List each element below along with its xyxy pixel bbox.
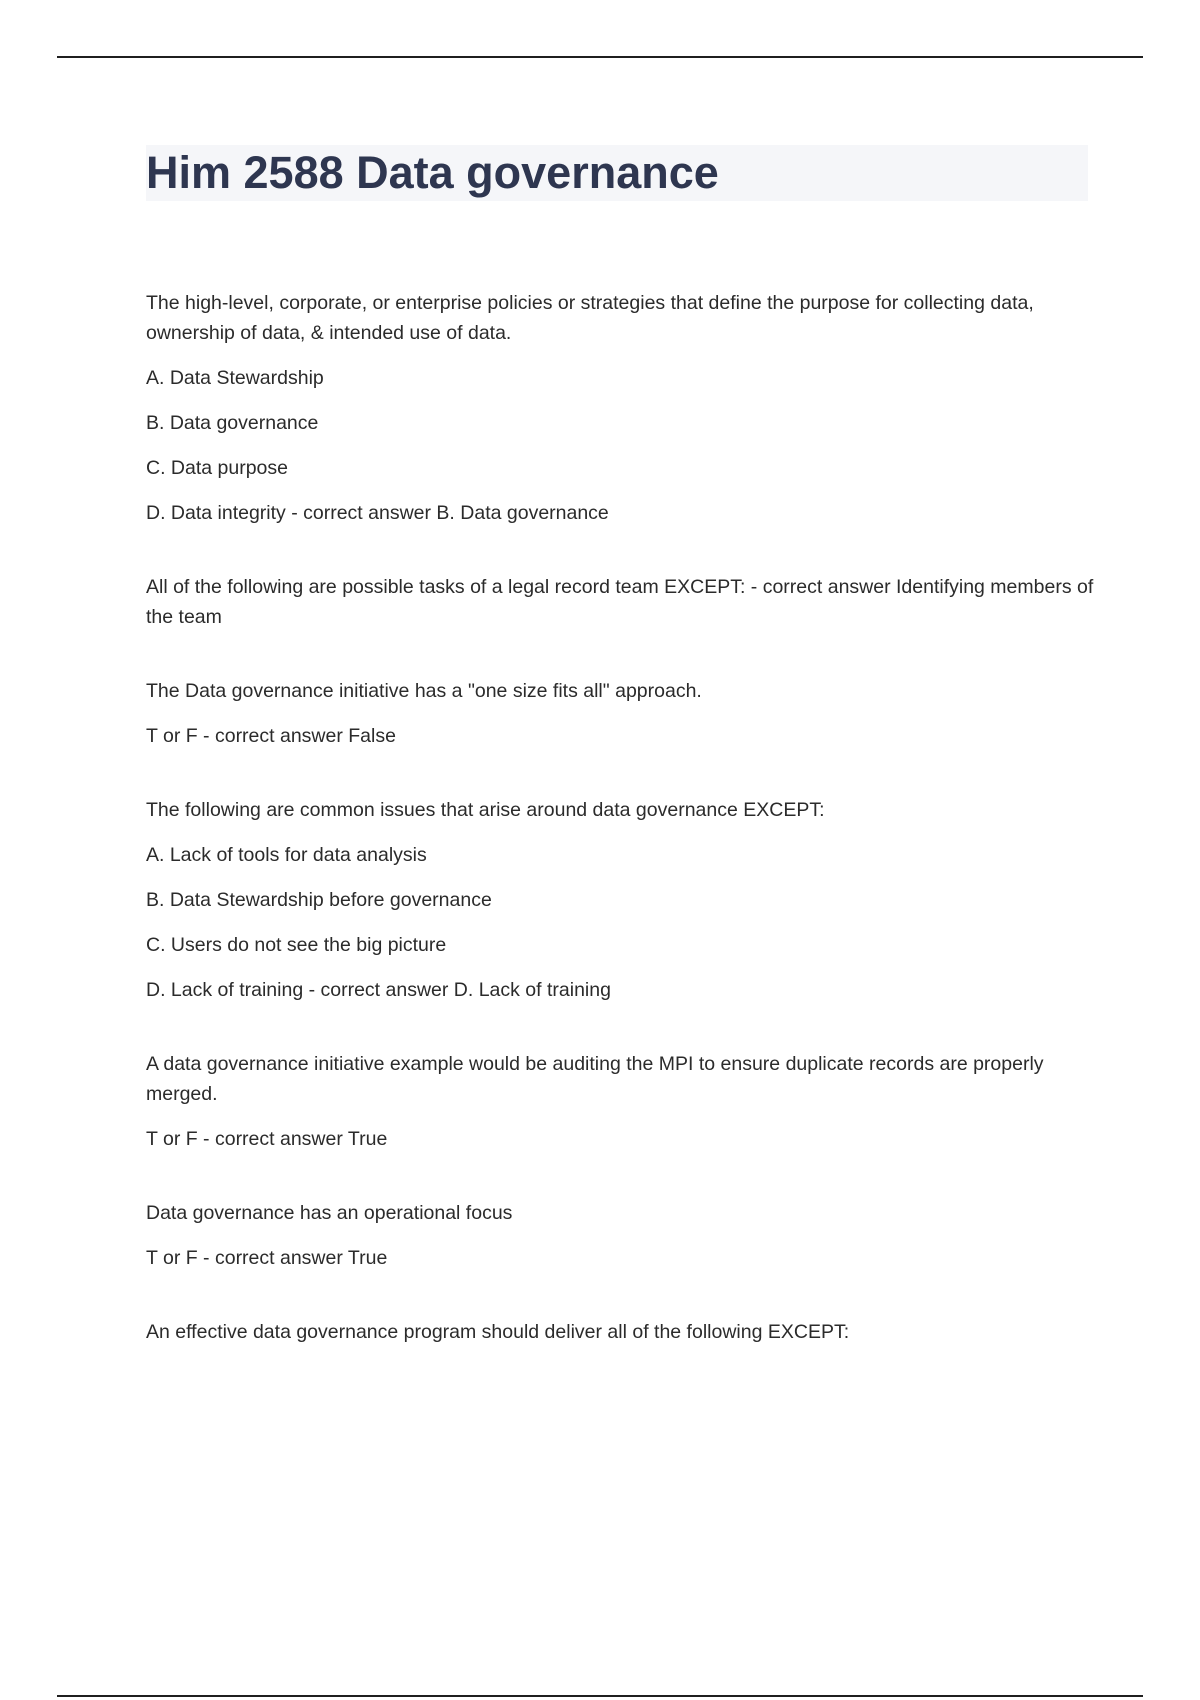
- answer-option: D. Lack of training - correct answer D. Lack of training: [146, 979, 611, 1001]
- question-text: Data governance has an operational focus: [146, 1202, 513, 1224]
- document-title: Him 2588 Data governance: [146, 147, 719, 198]
- answer-option: D. Data integrity - correct answer B. Data governance: [146, 502, 609, 524]
- answer-option: A. Lack of tools for data analysis: [146, 844, 427, 866]
- question-block-1: [146, 288, 1096, 528]
- bottom-rule: [57, 1695, 1143, 1697]
- top-rule: [57, 56, 1143, 58]
- question-block-6: [146, 1198, 1096, 1273]
- answer-option: C. Users do not see the big picture: [146, 934, 447, 956]
- question-block-2: [146, 572, 1096, 632]
- question-block-5: [146, 1049, 1096, 1154]
- answer-option: B. Data governance: [146, 412, 319, 434]
- question-block-4: [146, 795, 1096, 1005]
- question-text: An effective data governance program should deliver all of the following EXCEPT:: [146, 1321, 850, 1343]
- answer-option: A. Data Stewardship: [146, 367, 324, 389]
- question-text: The high-level, corporate, or enterprise policies or strategies that define the purpose for collecting data, ownership of data, & intended use of data.: [146, 292, 1034, 344]
- question-block-7: [146, 1317, 1096, 1347]
- answer-option: B. Data Stewardship before governance: [146, 889, 492, 911]
- answer-line: T or F - correct answer True: [146, 1247, 388, 1269]
- question-text: The following are common issues that arise around data governance EXCEPT:: [146, 799, 825, 821]
- answer-option: C. Data purpose: [146, 457, 288, 479]
- question-text: A data governance initiative example would be auditing the MPI to ensure duplicate records are properly merged.: [146, 1053, 1044, 1105]
- question-block-3: [146, 676, 1096, 751]
- question-text: The Data governance initiative has a "one size fits all" approach.: [146, 680, 702, 702]
- answer-line: T or F - correct answer False: [146, 725, 396, 747]
- answer-line: T or F - correct answer True: [146, 1128, 388, 1150]
- question-list: [146, 288, 1096, 1391]
- question-text: All of the following are possible tasks of a legal record team EXCEPT: - correct answer Identifying members of the team: [146, 576, 1094, 628]
